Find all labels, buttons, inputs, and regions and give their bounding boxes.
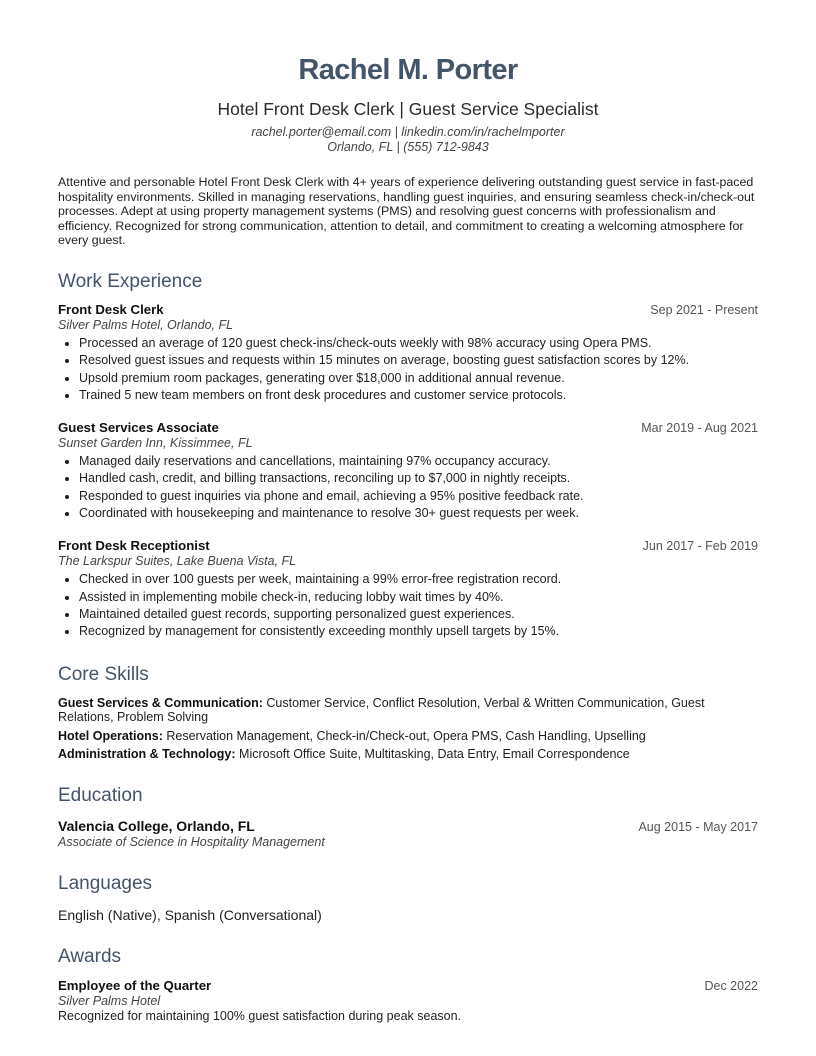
- resume-header: [58, 0, 758, 155]
- contact-line-location-phone: Orlando, FL | (555) 712-9843: [327, 140, 489, 154]
- job-entry: [58, 538, 758, 640]
- candidate-name: Rachel M. Porter: [298, 54, 518, 86]
- job-bullet: • Maintained detailed guest records, supporting personalized guest experiences.: [79, 606, 758, 623]
- job-entry: [58, 302, 758, 404]
- award-entry: [58, 978, 758, 1024]
- job-bullet: • Processed an average of 120 guest check-ins/check-outs weekly with 98% accuracy using Opera PMS.: [79, 335, 758, 352]
- skill-line: [58, 696, 758, 725]
- section-title-skills: Core Skills: [58, 663, 149, 685]
- core-skills-section: [58, 663, 758, 762]
- skill-values: Reservation Management, Check-in/Check-out, Opera PMS, Cash Handling, Upselling: [166, 728, 646, 743]
- award-date: Dec 2022: [704, 978, 758, 993]
- awards-section: [58, 945, 758, 1024]
- job-entry: [58, 420, 758, 522]
- job-bullet: • Resolved guest issues and requests within 15 minutes on average, boosting guest satisfaction scores by 12%.: [79, 352, 758, 369]
- job-bullet: • Coordinated with housekeeping and maintenance to resolve 30+ guest requests per week.: [79, 505, 758, 522]
- school-name: Valencia College, Orlando, FL: [58, 817, 255, 834]
- award-organization: Silver Palms Hotel: [58, 993, 161, 1008]
- work-experience-section: [58, 270, 758, 641]
- contact-info: [58, 125, 758, 155]
- job-date: Mar 2019 - Aug 2021: [641, 421, 758, 436]
- skill-line: [58, 729, 758, 744]
- job-bullet: • Assisted in implementing mobile check-in, reducing lobby wait times by 40%.: [79, 589, 758, 606]
- languages-section: [58, 872, 758, 923]
- skill-category: Hotel Operations:: [58, 728, 163, 743]
- job-bullet: • Responded to guest inquiries via phone and email, achieving a 95% positive feedback rate.: [79, 488, 758, 505]
- skill-values: Customer Service, Conflict Resolution, Verbal & Written Communication, Guest Relations, Problem Solving: [58, 695, 705, 725]
- skill-values: Microsoft Office Suite, Multitasking, Data Entry, Email Correspondence: [239, 747, 630, 762]
- job-title: Guest Services Associate: [58, 420, 219, 436]
- job-bullets: [58, 335, 758, 404]
- headline: Hotel Front Desk Clerk | Guest Service Specialist: [217, 99, 599, 119]
- section-title-work: Work Experience: [58, 270, 203, 292]
- job-company: The Larkspur Suites, Lake Buena Vista, FL: [58, 554, 297, 569]
- section-title-languages: Languages: [58, 872, 153, 894]
- skill-category: Guest Services & Communication:: [58, 695, 263, 710]
- job-date: Jun 2017 - Feb 2019: [642, 539, 758, 554]
- job-bullet: • Trained 5 new team members on front desk procedures and customer service protocols.: [79, 387, 758, 404]
- job-bullet: • Managed daily reservations and cancellations, maintaining 97% occupancy accuracy.: [79, 453, 758, 470]
- award-name: Employee of the Quarter: [58, 977, 212, 993]
- education-entry: [58, 818, 758, 850]
- professional-summary: Attentive and personable Hotel Front Desk Clerk with 4+ years of experience delivering outstanding guest service in fast-paced hospitality environments. Skilled in managing reservations, handling guest inquiries, and ensuring seamless check-in/check-out processes. Adept at using property management systems (PMS) and resolving guest concerns with professionalism and efficiency. Recognized for strong communication, attention to detail, and commitment to creating a welcoming atmosphere for every guest.: [58, 175, 755, 248]
- job-bullet: • Recognized by management for consistently exceeding monthly upsell targets by 15%.: [79, 623, 758, 640]
- skills-list: [58, 696, 758, 762]
- job-bullet: • Checked in over 100 guests per week, maintaining a 99% error-free registration record.: [79, 571, 758, 588]
- job-company: Silver Palms Hotel, Orlando, FL: [58, 317, 234, 332]
- job-date: Sep 2021 - Present: [650, 302, 758, 317]
- job-bullet: • Handled cash, credit, and billing transactions, reconciling up to $7,000 in nightly receipts.: [79, 470, 758, 487]
- degree: Associate of Science in Hospitality Management: [58, 834, 325, 849]
- section-title-awards: Awards: [58, 945, 122, 967]
- job-bullets: [58, 571, 758, 640]
- education-date: Aug 2015 - May 2017: [638, 819, 758, 834]
- job-title: Front Desk Receptionist: [58, 538, 210, 554]
- skill-category: Administration & Technology:: [58, 747, 236, 762]
- education-section: [58, 784, 758, 850]
- section-title-education: Education: [58, 784, 143, 806]
- job-title: Front Desk Clerk: [58, 301, 164, 317]
- job-bullets: [58, 453, 758, 522]
- job-bullet: • Upsold premium room packages, generating over $18,000 in additional annual revenue.: [79, 370, 758, 387]
- languages-list: English (Native), Spanish (Conversational): [58, 906, 322, 923]
- job-company: Sunset Garden Inn, Kissimmee, FL: [58, 436, 253, 451]
- contact-line-email-linkedin: rachel.porter@email.com | linkedin.com/in/rachelmporter: [251, 125, 565, 139]
- skill-line: [58, 747, 758, 762]
- award-description: Recognized for maintaining 100% guest satisfaction during peak season.: [58, 1008, 462, 1023]
